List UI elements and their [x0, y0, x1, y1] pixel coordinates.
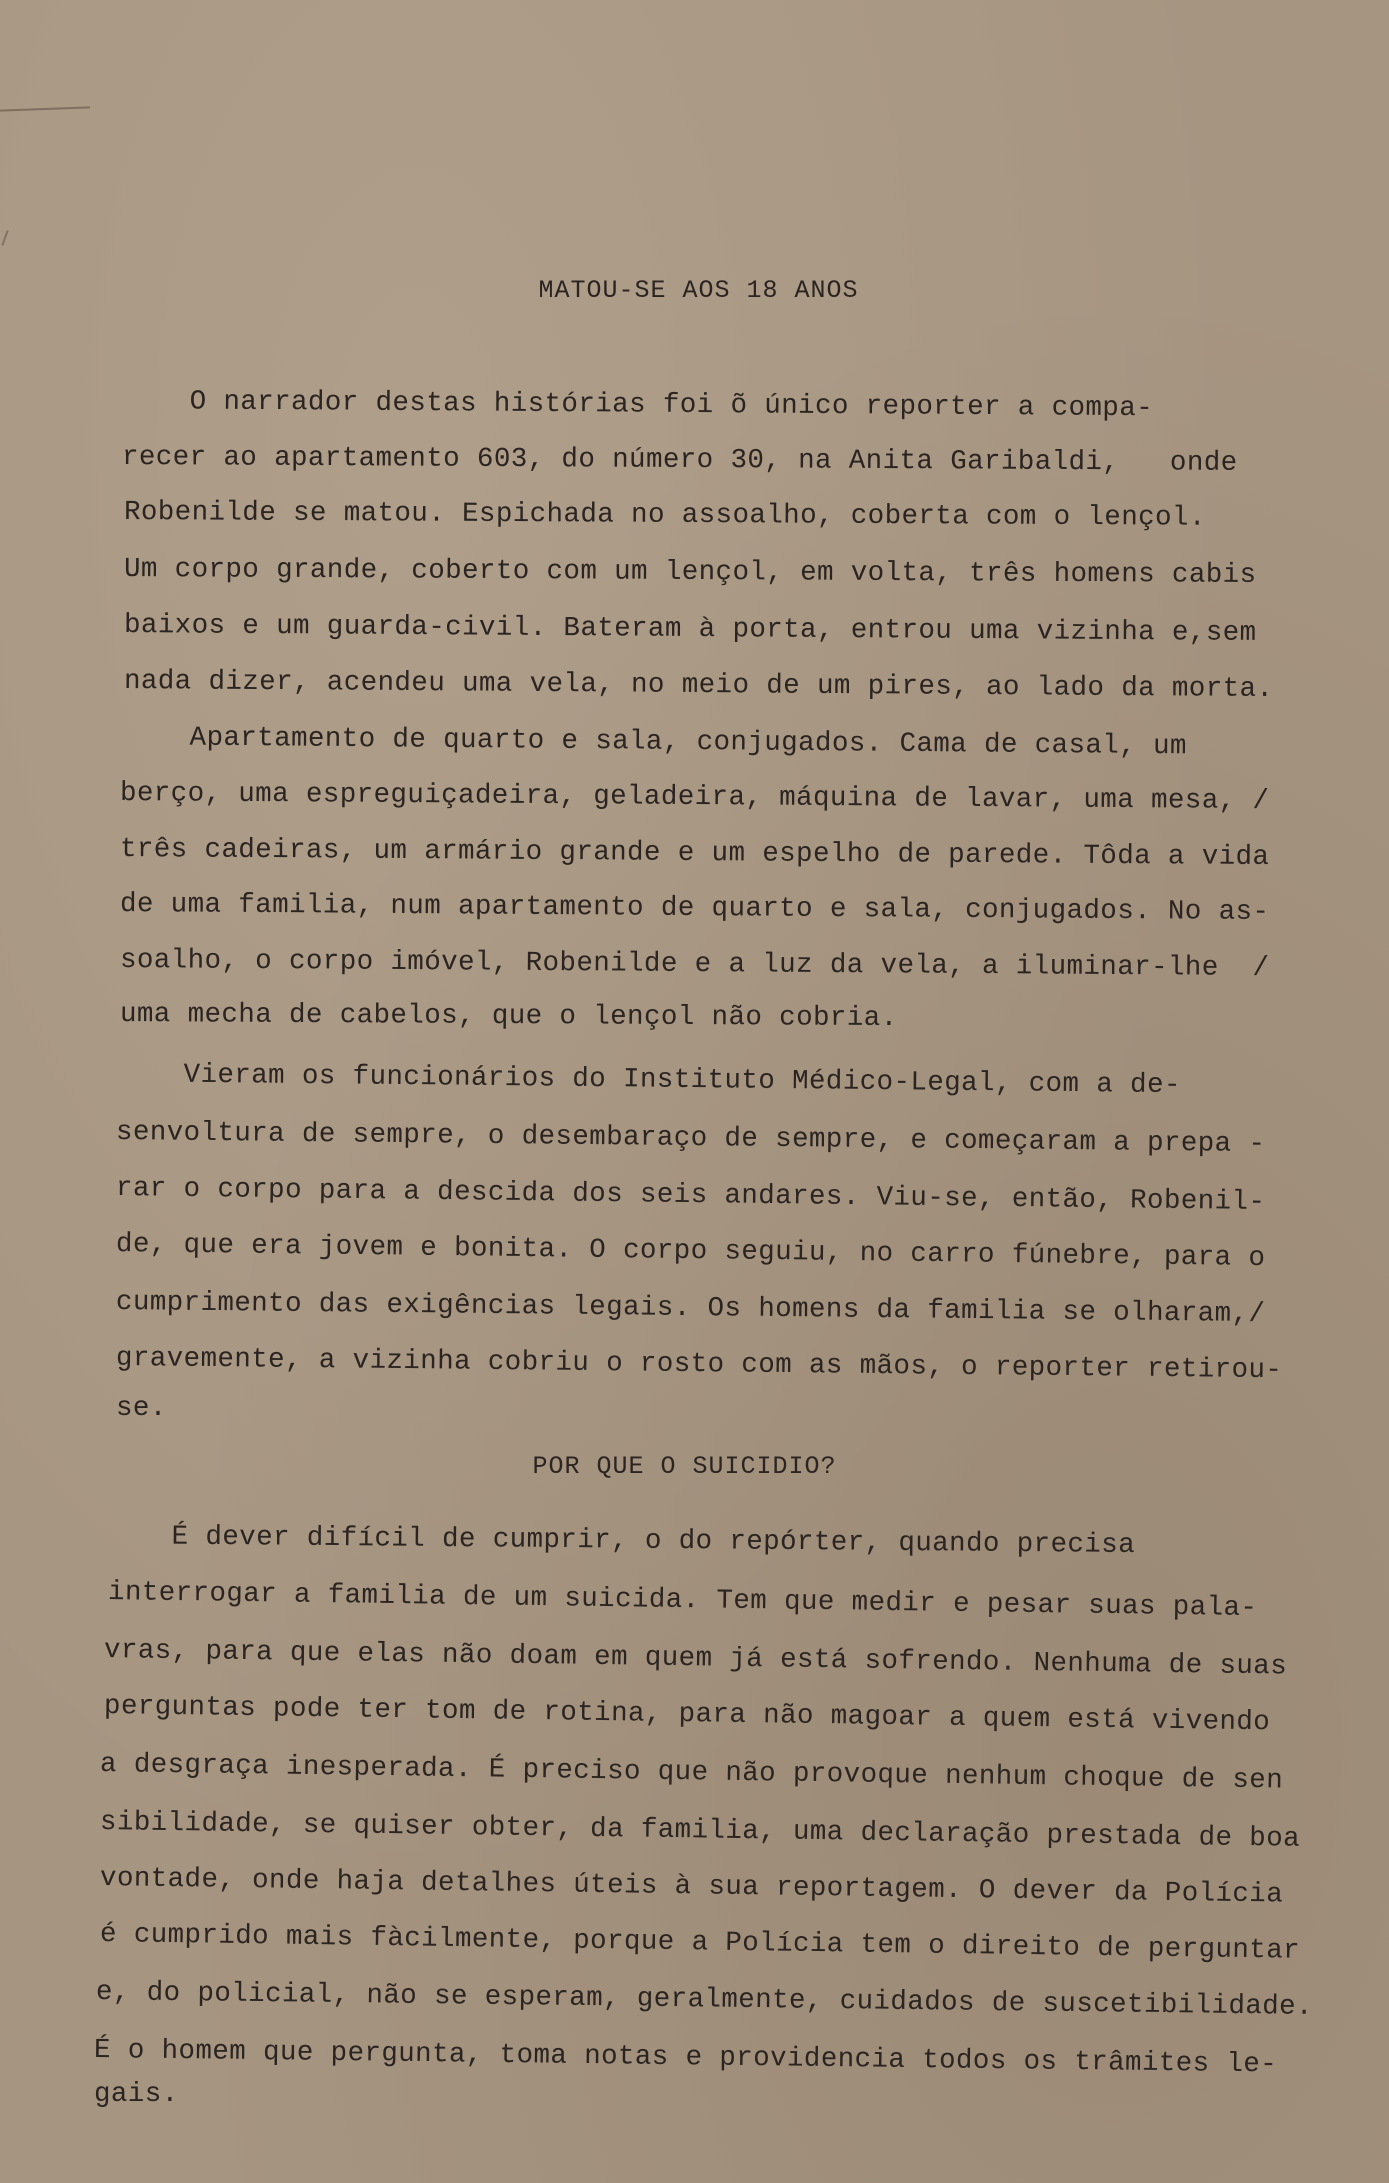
- text-line: de uma familia, num apartamento de quarto e sala, conjugados. No as-: [119, 889, 1270, 929]
- text-line: de, que era jovem e bonita. O corpo seguiu, no carro fúnebre, para o: [115, 1229, 1266, 1275]
- text-line: interrogar a familia de um suicida. Tem que medir e pesar suas pala-: [107, 1577, 1258, 1625]
- text-line: É o homem que pergunta, toma notas e providencia todos os trâmites le-: [93, 2035, 1278, 2081]
- text-line: Robenilde se matou. Espichada no assoalho, coberta com o lençol.: [123, 497, 1206, 534]
- text-line: perguntas pode ter tom de rotina, para não magoar a quem está vivendo: [103, 1691, 1271, 1739]
- text-line: nada dizer, acendeu uma vela, no meio de um pires, ao lado da morta.: [123, 666, 1274, 706]
- text-line: sibilidade, se quiser obter, da familia, uma declaração prestada de boa: [99, 1807, 1301, 1855]
- text-line: soalho, o corpo imóvel, Robenilde e a luz da vela, a iluminar-lhe /: [119, 945, 1270, 985]
- text-line: recer ao apartamento 603, do número 30, na Anita Garibaldi, onde: [121, 442, 1238, 479]
- text-line: Um corpo grande, coberto com um lençol, em volta, três homens cabis: [123, 554, 1257, 591]
- text-line: gravemente, a vizinha cobriu o rosto com as mãos, o reporter retirou-: [115, 1343, 1283, 1387]
- text-line: O narrador destas histórias foi õ único reporter a compa-: [121, 386, 1154, 425]
- section-subtitle: POR QUE O SUICIDIO?: [532, 1452, 837, 1481]
- text-line: é cumprido mais fàcilmente, porque a Polícia tem o direito de perguntar: [99, 1919, 1301, 1967]
- text-line: a desgraça inesperada. É preciso que não provoque nenhum choque de sen: [99, 1749, 1284, 1797]
- margin-tick-mark: [1, 230, 8, 246]
- margin-scratch-mark: [0, 106, 90, 111]
- text-line: baixos e um guarda-civil. Bateram à porta, entrou uma vizinha e,sem: [123, 610, 1257, 649]
- text-line: senvoltura de sempre, o desembaraço de sempre, e começaram a prepa -: [115, 1117, 1266, 1161]
- text-line: Vieram os funcionários do Instituto Médico-Legal, com a de-: [115, 1059, 1181, 1102]
- text-line: Apartamento de quarto e sala, conjugados. Cama de casal, um: [121, 722, 1187, 763]
- text-line: rar o corpo para a descida dos seis andares. Viu-se, então, Robenil-: [115, 1173, 1266, 1219]
- text-line: vras, para que elas não doam em quem já está sofrendo. Nenhuma de suas: [103, 1635, 1288, 1683]
- text-line: uma mecha de cabelos, que o lençol não cobria.: [119, 999, 898, 1035]
- text-line: berço, uma espreguiçadeira, geladeira, máquina de lavar, uma mesa, /: [119, 778, 1270, 818]
- document-title: MATOU-SE AOS 18 ANOS: [538, 276, 859, 305]
- text-line: gais.: [94, 2079, 179, 2110]
- text-line: e, do policial, não se esperam, geralmente, cuidados de suscetibilidade.: [95, 1977, 1314, 2023]
- text-line: cumprimento das exigências legais. Os homens da familia se olharam,/: [115, 1287, 1266, 1331]
- text-line: se.: [116, 1393, 167, 1424]
- text-line: vontade, onde haja detalhes úteis à sua reportagem. O dever da Polícia: [99, 1863, 1284, 1911]
- text-line: É dever difícil de cumprir, o do repórter, quando precisa: [103, 1521, 1136, 1561]
- text-line: três cadeiras, um armário grande e um espelho de parede. Tôda a vida: [119, 834, 1270, 874]
